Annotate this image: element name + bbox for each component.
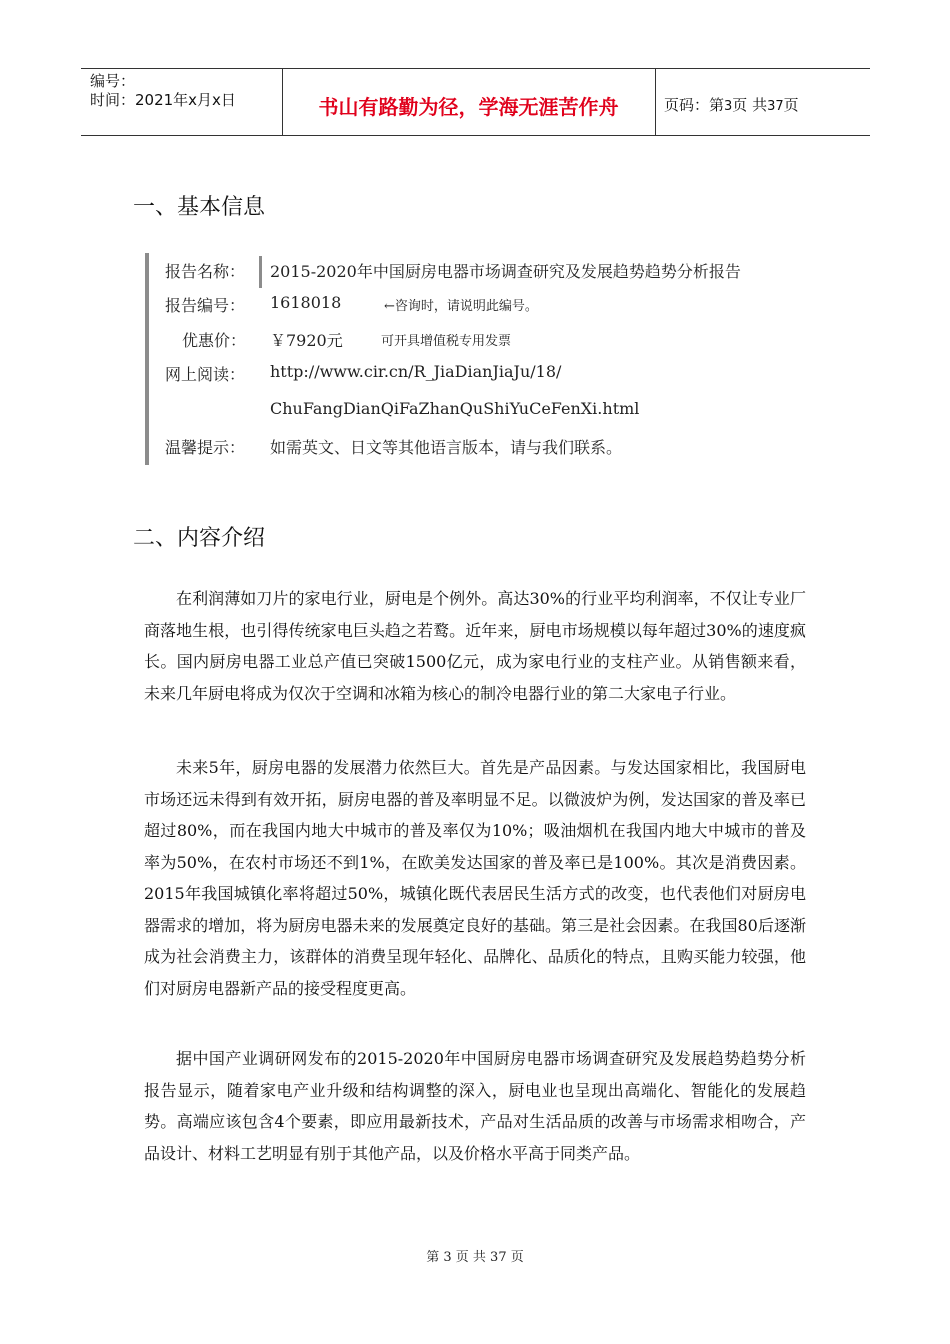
content-paragraph-1: 在利润薄如刀片的家电行业，厨电是个例外。高达30%的行业平均利润率，不仅让专业厂商落地生根，也引得传统家电巨头趋之若鹜。近年来，厨电市场规模以每年超过30%的速度疯长。国内厨房电器工业总产值已突破1500亿元，成为家电行业的支柱产业。从销售额来看，未来几年厨电将成为仅次于空调和冰箱为核心的制冷电器行业的第二大家电子行业。 [144,589,806,703]
header-divider-right [655,68,656,135]
header-page-prefix: 页码：第 [664,96,725,114]
header-motto: 书山有路勤为径，学海无涯苦作舟 [318,95,619,119]
header-page-mid: 页 共 [732,96,768,114]
report-name-label: 报告名称： [165,262,246,281]
price-note: 可开具增值税专用发票 [381,334,512,349]
info-cursor-mark [259,256,262,288]
header-meta [90,72,236,110]
tip-value: 如需英文、日文等其他语言版本，请与我们联系。 [270,438,623,457]
header-page-current: 3 [724,99,733,114]
report-id-label: 报告编号： [165,296,246,315]
price-label: 优惠价： [182,331,247,350]
report-id-value: 1618018 [270,293,342,312]
header-bottom-rule [81,135,870,136]
report-id-note: ←咨询时，请说明此编号。 [384,299,538,314]
header-page-total: 37 [767,99,784,114]
report-name-value: 2015-2020年中国厨房电器市场调查研究及发展趋势趋势分析报告 [270,262,741,281]
info-left-bar [145,253,149,465]
header-date-label: 时间：2021年x月x日 [90,91,236,109]
section-title-content-intro: 二、内容介绍 [133,526,266,551]
header-page-indicator [664,94,799,115]
price-value: ￥7920元 [270,331,343,350]
page-footer: 第 3 页 共 37 页 [426,1250,524,1265]
content-paragraph-3: 据中国产业调研网发布的2015-2020年中国厨房电器市场调查研究及发展趋势趋势分析报告显示，随着家电产业升级和结构调整的深入，厨电业也呈现出高端化、智能化的发展趋势。高端应该包含4个要素，即应用最新技术，产品对生活品质的改善与市场需求相吻合，产品设计、材料工艺明显有别于其他产品，以及价格水平高于同类产品。 [144,1049,806,1163]
online-read-url-line1[interactable]: http://www.cir.cn/R_JiaDianJiaJu/18/ [270,362,562,381]
header-code-label: 编号： [90,72,136,90]
tip-label: 温馨提示： [165,438,246,457]
header-top-rule [81,68,870,69]
online-read-url-line2[interactable]: ChuFangDianQiFaZhanQuShiYuCeFenXi.html [270,399,640,418]
content-paragraph-2: 未来5年，厨房电器的发展潜力依然巨大。首先是产品因素。与发达国家相比，我国厨电市场还远未得到有效开拓，厨房电器的普及率明显不足。以微波炉为例，发达国家的普及率已超过80%，而在我国内地大中城市的普及率仅为10%；吸油烟机在我国内地大中城市的普及率为50%，在农村市场还不到1%，在欧美发达国家的普及率已是100%。其次是消费因素。2015年我国城镇化率将超过50%，城镇化既代表居民生活方式的改变，也代表他们对厨房电器需求的增加，将为厨房电器未来的发展奠定良好的基础。第三是社会因素。在我国80后逐渐成为社会消费主力，该群体的消费呈现年轻化、品牌化、品质化的特点，且购买能力较强，他们对厨房电器新产品的接受程度更高。 [144,758,806,998]
header-page-suffix: 页 [783,96,799,114]
section-title-basic-info: 一、基本信息 [133,195,266,220]
online-read-label: 网上阅读： [165,365,246,384]
